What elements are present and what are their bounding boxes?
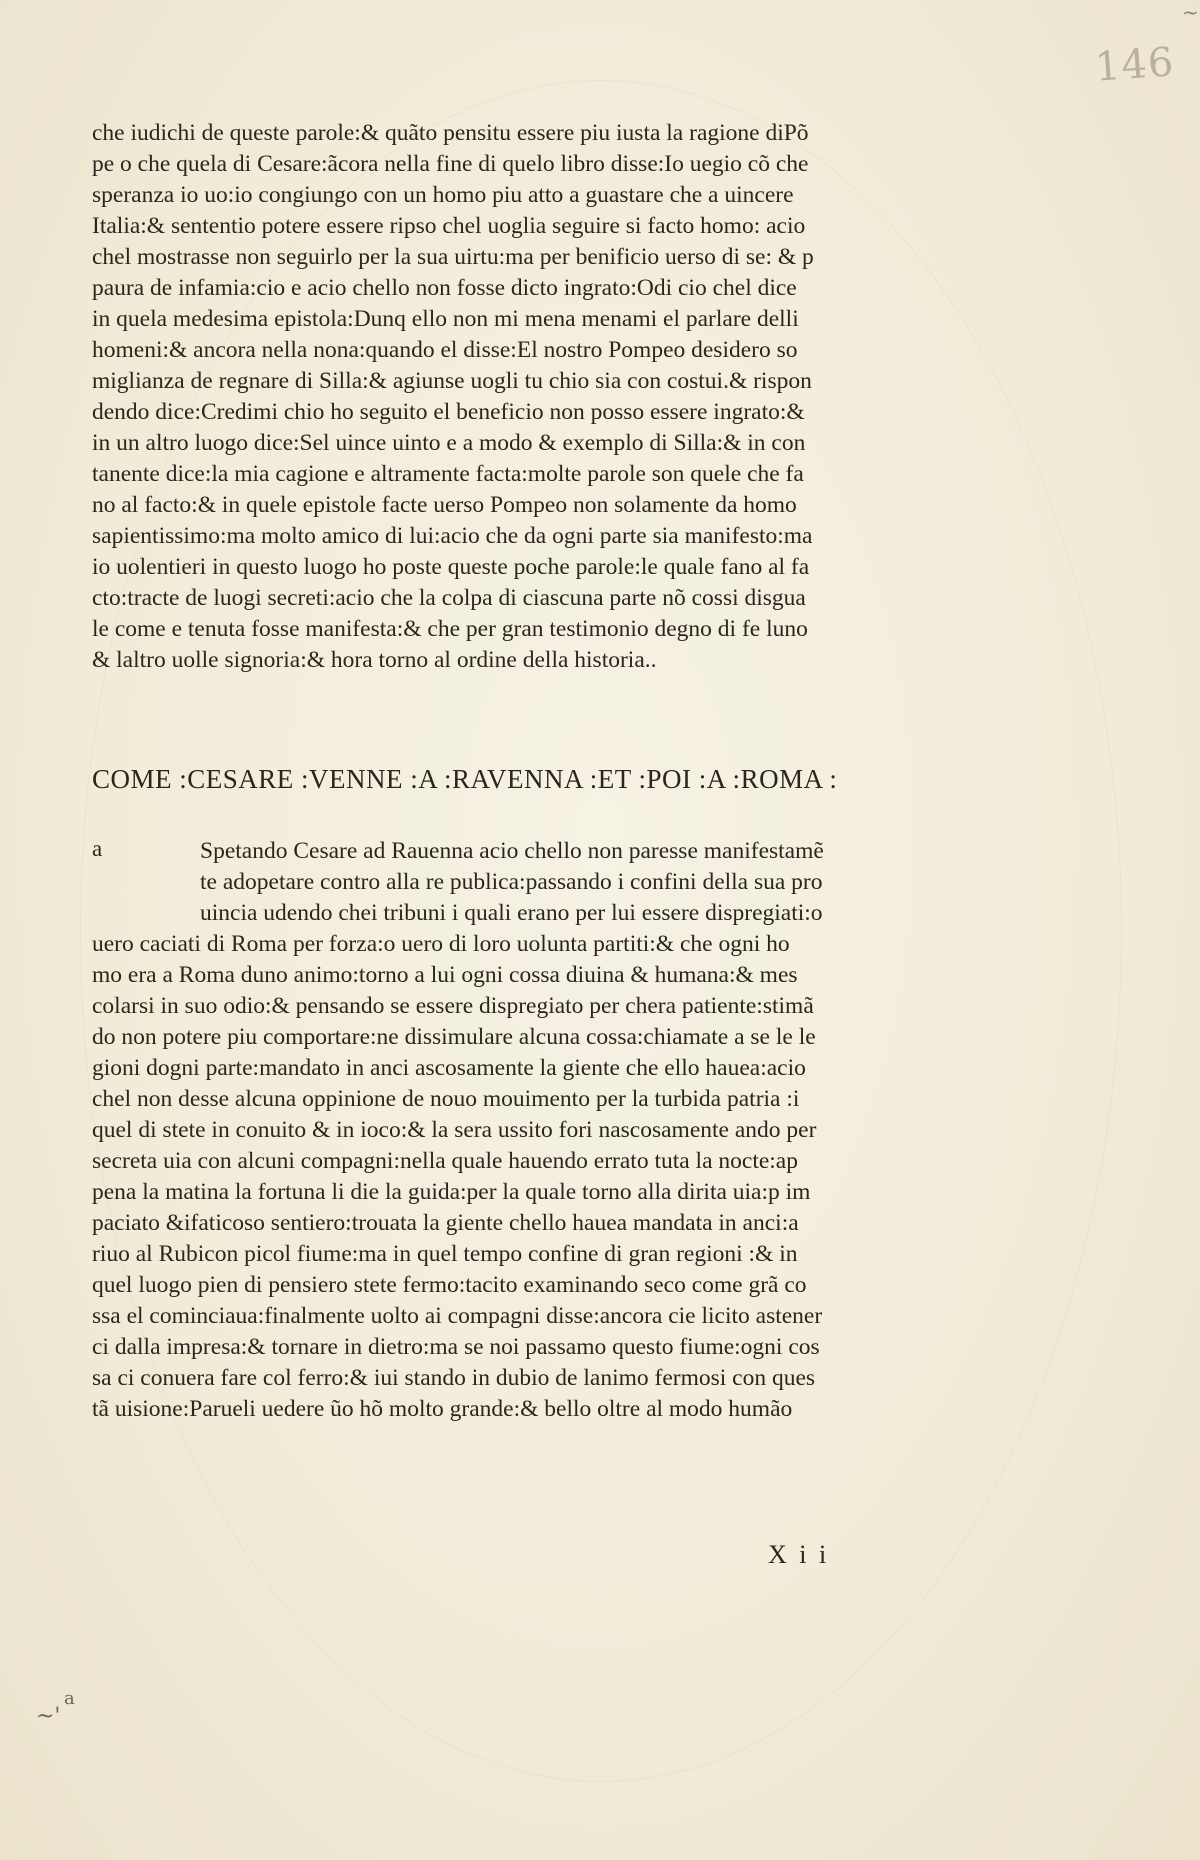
text-line: che iudichi de queste parole:& quãto pensitu essere piu iusta la ragione diPõ	[92, 120, 809, 146]
text-line: ci dalla impresa:& tornare in dietro:ma se noi passamo questo fiume:ogni cos	[92, 1334, 820, 1360]
text-line: ssa el cominciaua:finalmente uolto ai compagni disse:ancora cie licito astener	[92, 1303, 823, 1329]
text-line: riuo al Rubicon picol fiume:ma in quel tempo confine di gran regioni :& in	[92, 1241, 798, 1267]
text-line: pe o che quela di Cesare:ãcora nella fine di quelo libro disse:Io uegio cõ che	[92, 151, 809, 177]
text-line: homeni:& ancora nella nona:quando el disse:El nostro Pompeo desidero so	[92, 337, 798, 363]
text-line: uincia udendo chei tribuni i quali erano per lui essere dispregiati:o	[200, 900, 823, 926]
text-line: tanente dice:la mia cagione e altramente facta:molte parole son quele che fa	[92, 461, 804, 487]
text-line: chel non desse alcuna oppinione de nouo mouimento per la turbida patria :i	[92, 1086, 800, 1112]
text-line: gioni dogni parte:mandato in anci ascosamente la giente che ello hauea:acio	[92, 1055, 806, 1081]
text-line: mo era a Roma duno animo:torno a lui ogni cossa diuina & humana:& mes	[92, 962, 798, 988]
text-line: quel di stete in conuito & in ioco:& la sera ussito fori nascosamente ando per	[92, 1117, 817, 1143]
text-line: io uolentieri in questo luogo ho poste queste poche parole:le quale fano al fa	[92, 554, 810, 580]
text-line: & laltro uolle signoria:& hora torno al ordine della historia..	[92, 647, 657, 673]
text-line: secreta uia con alcuni compagni:nella quale hauendo errato tuta la nocte:ap	[92, 1148, 798, 1174]
upper-text-block	[92, 118, 938, 676]
stray-mark-a: a	[64, 1688, 75, 1709]
text-line: speranza io uo:io congiungo con un homo piu atto a guastare che a uincere	[92, 182, 794, 208]
text-line: paura de infamia:cio e acio chello non fosse dicto ingrato:Odi cio chel dice	[92, 275, 797, 301]
guide-letter: a	[92, 836, 103, 861]
corner-mark: ~	[1182, 0, 1199, 24]
text-line: sapientissimo:ma molto amico di lui:acio che da ogni parte sia manifesto:ma	[92, 523, 813, 549]
signature-mark: X i i	[768, 1540, 830, 1569]
text-line: colarsi in suo odio:& pensando se essere dispregiato per chera patiente:stimã	[92, 993, 814, 1019]
text-line: uero caciati di Roma per forza:o uero di loro uolunta partiti:& che ogni ho	[92, 931, 790, 957]
text-line: sa ci conuera fare col ferro:& iui stando in dubio de lanimo fermosi con ques	[92, 1365, 816, 1391]
text-line: paciato &ifaticoso sentiero:trouata la giente chello hauea mandata in anci:a	[92, 1210, 799, 1236]
text-line: tã uisione:Parueli uedere ũo hõ molto grande:& bello oltre al modo humão	[92, 1396, 793, 1422]
stray-flourish: ~'	[36, 1704, 61, 1729]
text-line: do non potere piu comportare:ne dissimulare alcuna cossa:chiamate a se le le	[92, 1024, 816, 1050]
text-line: quel luogo pien di pensiero stete fermo:tacito examinando seco come grã co	[92, 1272, 807, 1298]
text-line: Spetando Cesare ad Rauenna acio chello non paresse manifestamẽ	[200, 838, 824, 864]
text-line: chel mostrasse non seguirlo per la sua uirtu:ma per benificio uerso di se: & p	[92, 244, 814, 270]
text-line: in un altro luogo dice:Sel uince uinto e a modo & exemplo di Silla:& in con	[92, 430, 806, 456]
text-line: pena la matina la fortuna li die la guida:per la quale torno alla dirita uia:p im	[92, 1179, 811, 1205]
text-line: no al facto:& in quele epistole facte uerso Pompeo non solamente da homo	[92, 492, 797, 518]
text-line: cto:tracte de luogi secreti:acio che la colpa di ciascuna parte nõ cossi disgua	[92, 585, 806, 611]
text-line: Italia:& sententio potere essere ripso chel uoglia seguire si facto homo: acio	[92, 213, 806, 239]
text-line: dendo dice:Credimi chio ho seguito el beneficio non posso essere ingrato:&	[92, 399, 805, 425]
text-line: in quela medesima epistola:Dunq ello non mi mena menami el parlare delli	[92, 306, 799, 332]
folio-number: 146	[1093, 39, 1176, 91]
chapter-text-block	[92, 836, 938, 1425]
text-line: le come e tenuta fosse manifesta:& che per gran testimonio degno di fe luno	[92, 616, 808, 642]
text-line: te adopetare contro alla re publica:passando i confini della sua pro	[200, 869, 823, 895]
text-line: miglianza de regnare di Silla:& agiunse uogli tu chio sia con costui.& rispon	[92, 368, 812, 394]
chapter-heading: COME :CESARE :VENNE :A :RAVENNA :ET :POI :A :ROMA :	[92, 764, 838, 794]
